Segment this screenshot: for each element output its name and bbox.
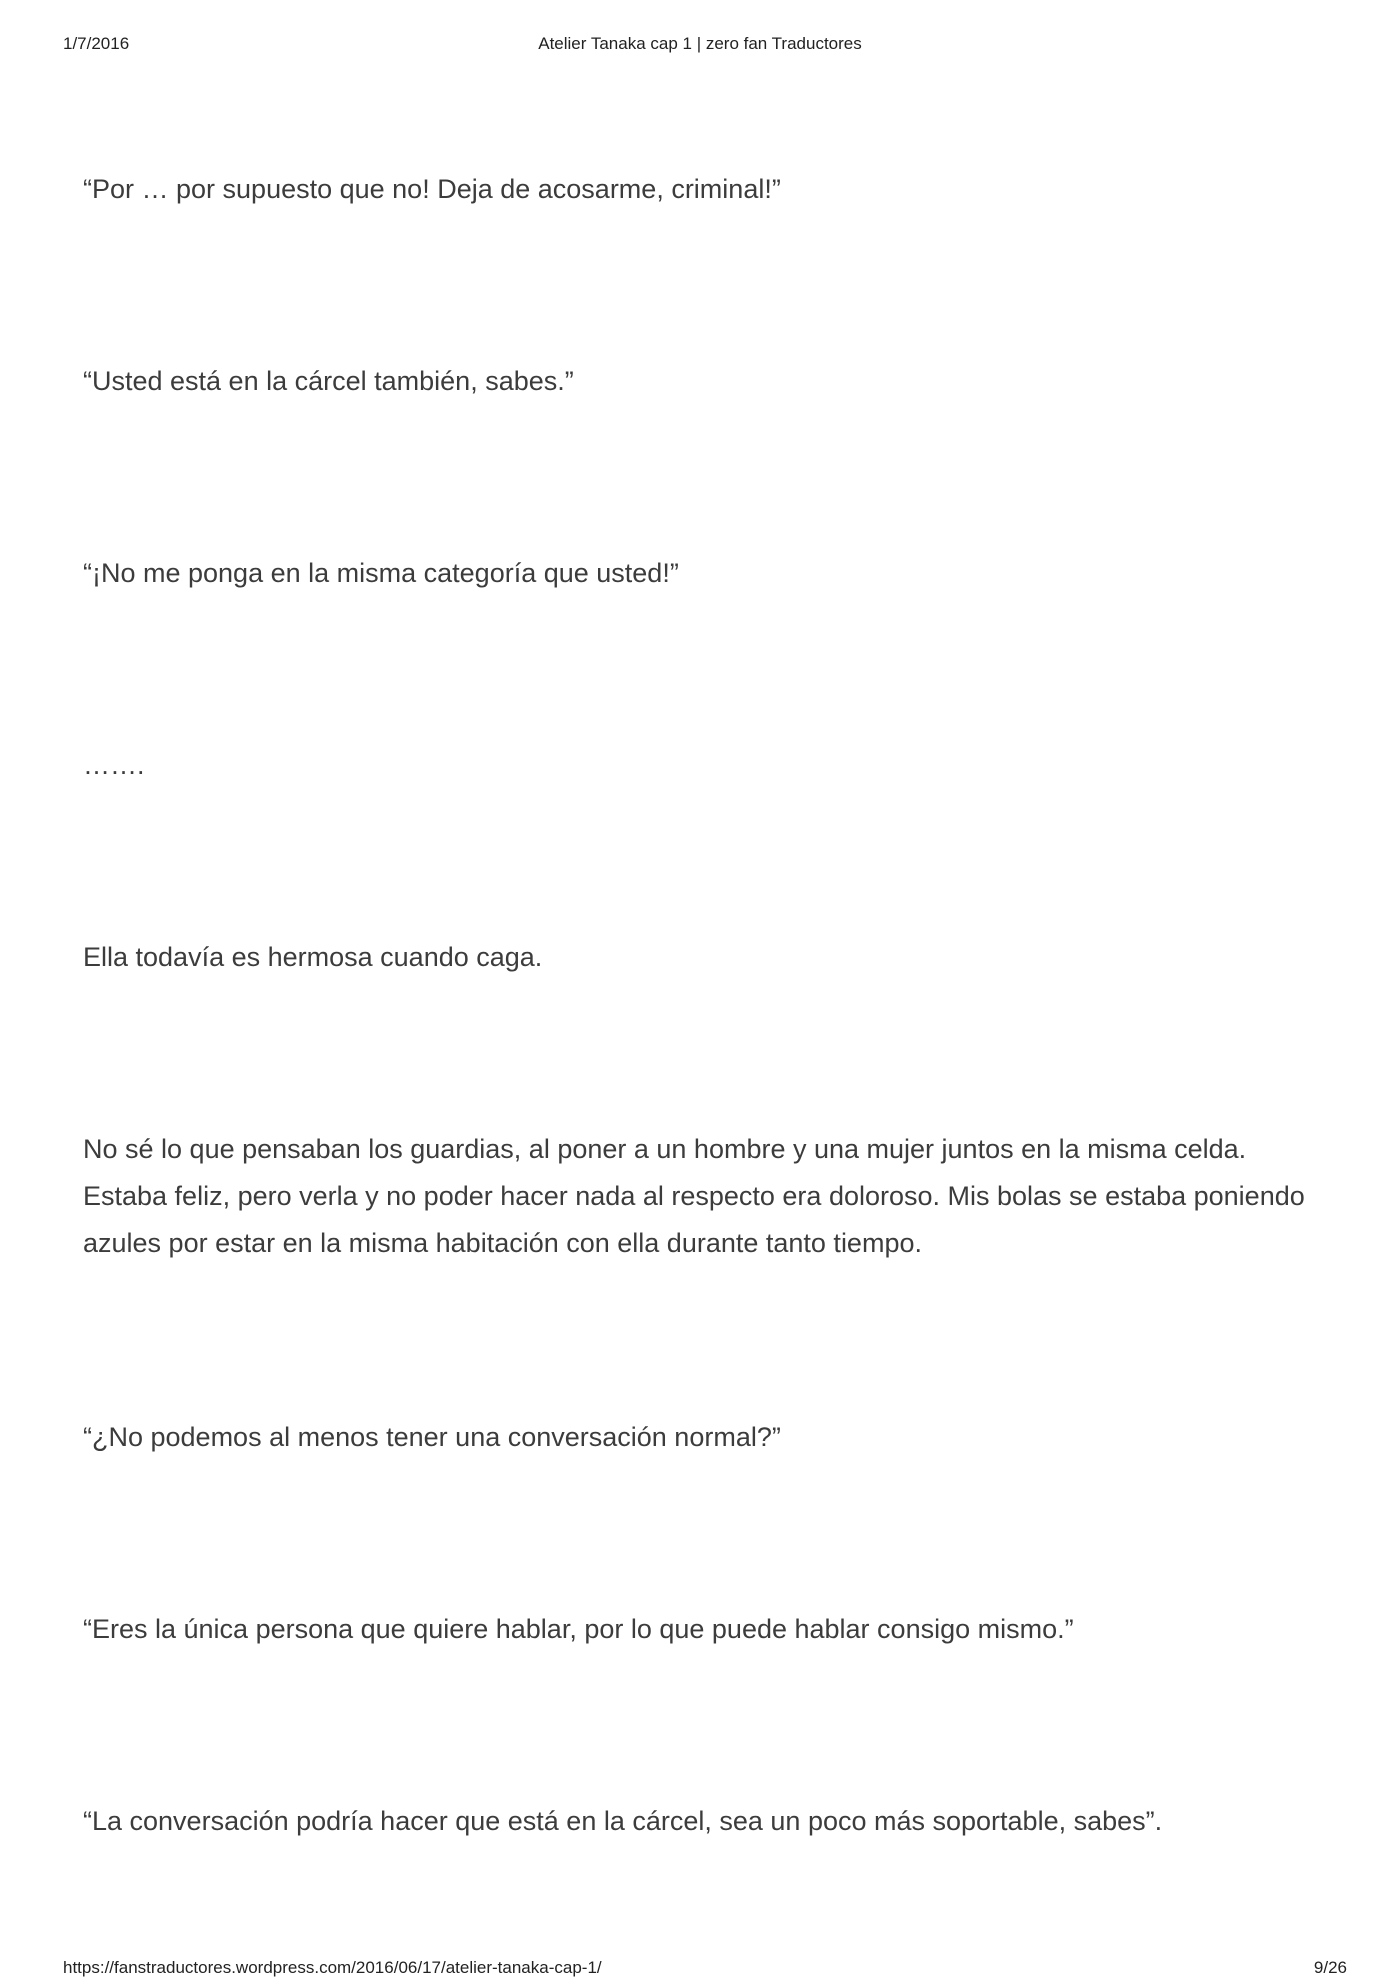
paragraph: ……. [83, 750, 145, 780]
page-footer [0, 1958, 1400, 1982]
paragraph: No sé lo que pensaban los guardias, al poner a un hombre y una mujer juntos en la misma celda. Estaba feliz, pero verla y no poder hacer nada al respecto era doloroso. Mis bolas se estaba poniendo azules por estar en la misma habitación con ella durante tanto tiempo. [83, 1134, 1305, 1258]
page-number: 9/26 [1313, 1958, 1347, 1977]
paragraph: “Por … por supuesto que no! Deja de acosarme, criminal!” [83, 174, 781, 204]
print-date: 1/7/2016 [63, 34, 130, 53]
paragraph: “La conversación podría hacer que está en la cárcel, sea un poco más soportable, sabes”. [83, 1806, 1163, 1836]
paragraph: Ella todavía es hermosa cuando caga. [83, 942, 543, 972]
paragraph: “¿No podemos al menos tener una conversación normal?” [83, 1422, 781, 1452]
page-header [0, 34, 1400, 58]
paragraph: “Usted está en la cárcel también, sabes.” [83, 366, 574, 396]
paragraph: “Eres la única persona que quiere hablar, por lo que puede hablar consigo mismo.” [83, 1614, 1074, 1644]
page-title: Atelier Tanaka cap 1 | zero fan Traductores [538, 34, 862, 53]
paragraph: “¡No me ponga en la misma categoría que usted!” [83, 558, 679, 588]
source-url: https://fanstraductores.wordpress.com/2016/06/17/atelier-tanaka-cap-1/ [63, 1958, 602, 1977]
